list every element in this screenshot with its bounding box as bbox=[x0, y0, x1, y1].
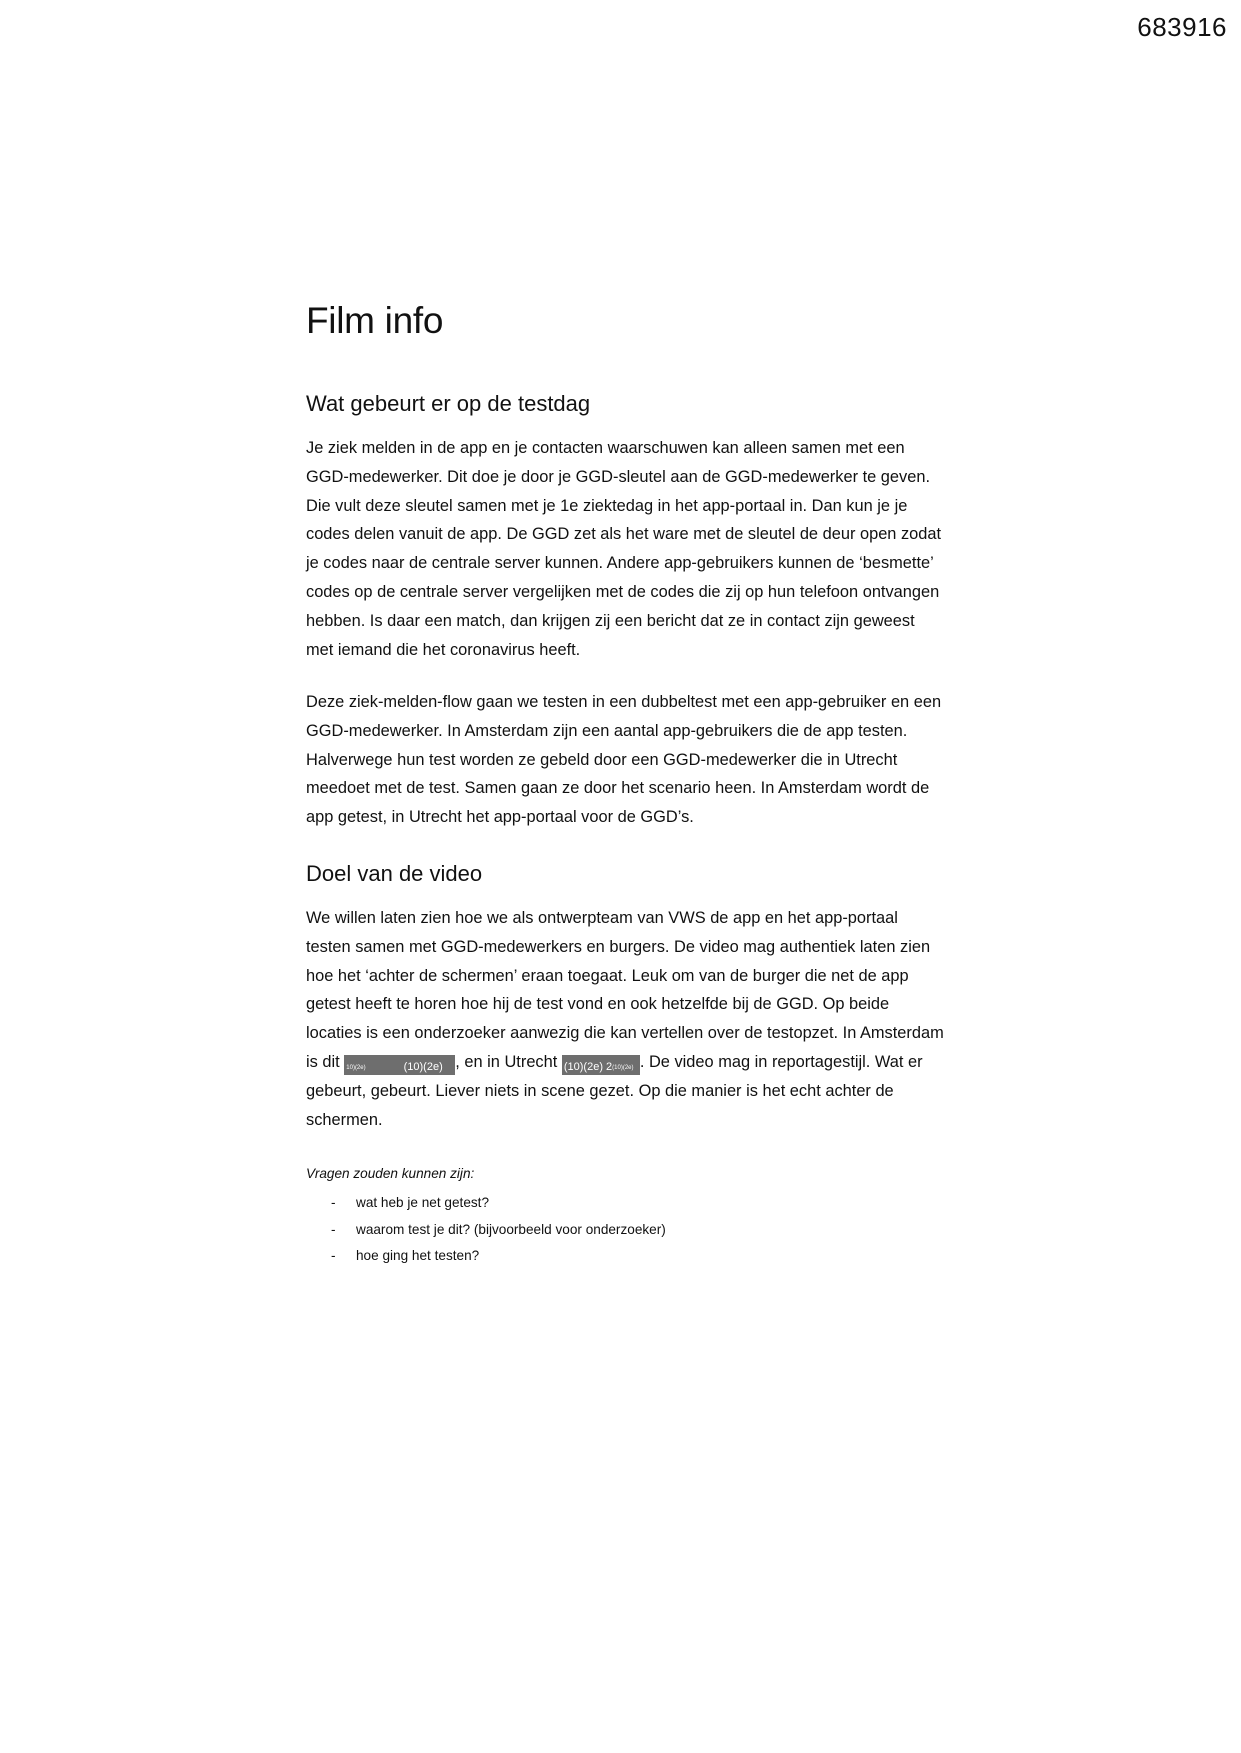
redaction-code: (10)(2e) bbox=[403, 1060, 443, 1073]
redaction-box-amsterdam bbox=[344, 1055, 455, 1075]
document-id: 683916 bbox=[1137, 12, 1227, 42]
paragraph-doel bbox=[306, 904, 946, 1134]
question-text: hoe ging het testen? bbox=[356, 1248, 480, 1263]
bullet-dash: - bbox=[331, 1195, 336, 1210]
list-item bbox=[306, 1217, 946, 1244]
list-item bbox=[306, 1243, 946, 1270]
list-item bbox=[306, 1190, 946, 1217]
bullet-dash: - bbox=[331, 1248, 336, 1263]
questions-intro: Vragen zouden kunnen zijn: bbox=[306, 1166, 475, 1181]
section-heading-testdag: Wat gebeurt er op de testdag bbox=[306, 391, 591, 416]
section-heading-doel: Doel van de video bbox=[306, 861, 483, 886]
question-text: wat heb je net getest? bbox=[356, 1195, 490, 1210]
questions-block bbox=[306, 1164, 946, 1270]
page-title: Film info bbox=[306, 300, 444, 341]
redaction-box-utrecht bbox=[562, 1055, 640, 1075]
paragraph-doel-text-1: We willen laten zien hoe we als ontwerpteam van VWS de app en het app-portaal testen samen met GGD-medewerkers en burgers. De video mag authentiek laten zien hoe het ‘achter de schermen’ eraan toegaat. Leuk om van de burger die net de app getest heeft te horen hoe hij de test vond en ook hetzelfde bij de GGD. Op beide locaties is een onderzoeker aanwezig die kan vertellen over de testopzet. In Amsterdam is dit bbox=[306, 909, 944, 1071]
bullet-dash: - bbox=[331, 1221, 336, 1237]
redaction-code-small: (10)(2e) bbox=[612, 1064, 634, 1071]
paragraph-doel-text-2: , en in Utrecht bbox=[455, 1052, 562, 1071]
questions-list bbox=[306, 1190, 946, 1270]
redaction-code: (10)(2e) 2 bbox=[563, 1060, 613, 1073]
paragraph-doel-text-3: . De video mag in reportagestijl. Wat er gebeurt, gebeurt. Liever niets in scene gezet. Op die manier is het echt achter de schermen. bbox=[306, 1052, 923, 1129]
question-text: waarom test je dit? (bijvoorbeeld voor onderzoeker) bbox=[356, 1221, 666, 1237]
redaction-code-small: 10)(2e) bbox=[346, 1064, 366, 1071]
paragraph-testdag-2: Deze ziek-melden-flow gaan we testen in een dubbeltest met een app-gebruiker en een GGD-medewerker. In Amsterdam zijn een aantal app-gebruikers die de app testen. Halverwege hun test worden ze gebeld door een GGD-medewerker die in Utrecht meedoet met de test. Samen gaan ze door het scenario heen. In Amsterdam wordt de app getest, in Utrecht het app-portaal voor de GGD’s. bbox=[306, 693, 942, 827]
paragraph-testdag-1: Je ziek melden in de app en je contacten waarschuwen kan alleen samen met een GGD-medewerker. Dit doe je door je GGD-sleutel aan de GGD-medewerker te geven. Die vult deze sleutel samen met je 1e ziektedag in het app-portaal in. Dan kun je je codes delen vanuit de app. De GGD zet als het ware met de sleutel de deur open zodat je codes naar de centrale server kunnen. Andere app-gebruikers kunnen de ‘besmette’ codes op de centrale server vergelijken met de codes die zij op hun telefoon ontvangen hebben. Is daar een match, dan krijgen zij een bericht dat ze in contact zijn geweest met iemand die het coronavirus heeft. bbox=[306, 439, 942, 659]
